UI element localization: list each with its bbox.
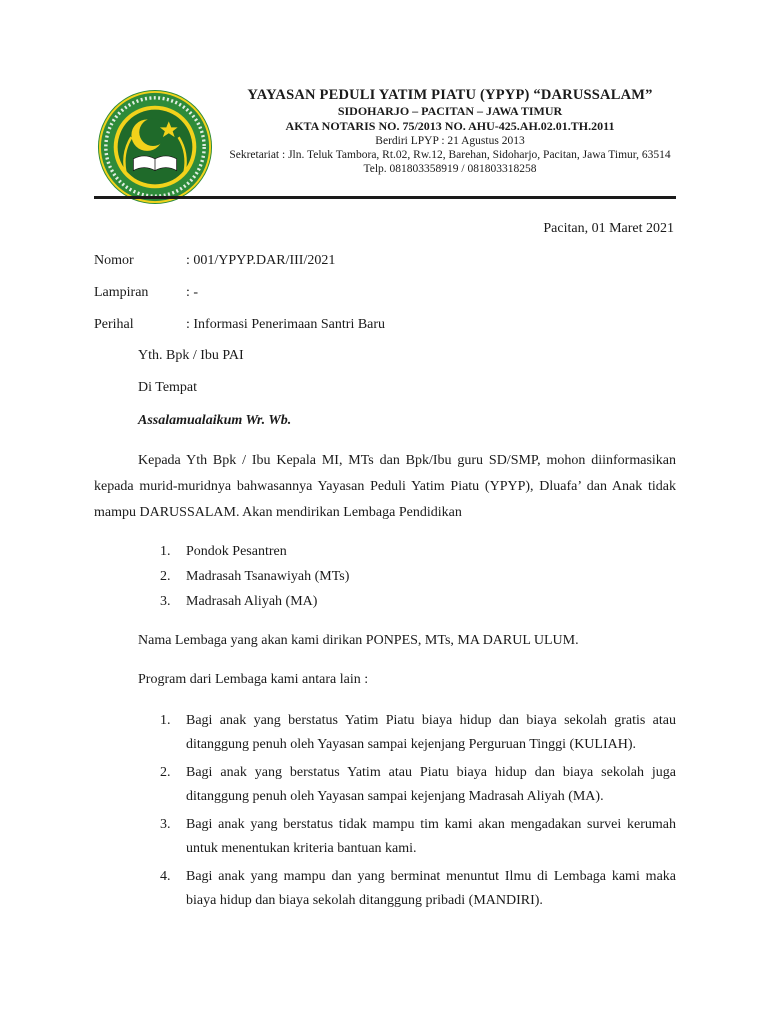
institution-name-line: Nama Lembaga yang akan kami dirikan PONPES, MTs, MA DARUL ULUM. [138,633,579,648]
list-item-text: Bagi anak yang mampu dan yang berminat menuntut Ilmu di Lembaga kami maka biaya hidup dan biaya sekolah ditanggung pribadi (MANDIRI). [186,869,676,908]
org-founded: Berdiri LPYP : 21 Agustus 2013 [375,135,525,147]
list-item-label: Madrasah Tsanawiyah (MTs) [186,569,350,584]
lampiran-label: Lampiran [94,285,149,300]
recipient: Yth. Bpk / Ibu PAI [138,348,244,363]
list-item-label: Madrasah Aliyah (MA) [186,594,318,609]
program-intro: Program dari Lembaga kami antara lain : [138,672,369,687]
org-secretariat: Sekretariat : Jln. Teluk Tambora, Rt.02, Rw.12, Barehan, Sidoharjo, Pacitan, Jawa Timur, 63514 [229,149,671,161]
list-item [94,813,676,861]
perihal-row [94,317,385,333]
nomor-row [94,253,335,269]
lampiran-row [94,285,198,301]
list-item [94,543,676,568]
list-item-number: 2. [160,569,171,584]
list-item-text: Bagi anak yang berstatus Yatim atau Piatu biaya hidup dan biaya sekolah juga ditanggung penuh oleh Yayasan sampai kejenjang Madrasah Aliyah (MA). [186,765,676,804]
perihal-value: : Informasi Penerimaan Santri Baru [186,317,386,332]
intro-text: Kepada Yth Bpk / Ibu Kepala MI, MTs dan Bpk/Ibu guru SD/SMP, mohon diinformasikan kepada murid-muridnya bahwasannya Yayasan Peduli Yatim Piatu (YPYP), Dluafa’ dan Anak tidak mampu DARUSSALAM. Akan mendirikan Lembaga Pendidikan [94,453,676,520]
list-item-label: Pondok Pesantren [186,544,287,559]
list-item-number: 1. [160,544,171,559]
letter-date: Pacitan, 01 Maret 2021 [543,221,674,236]
nomor-value: : 001/YPYP.DAR/III/2021 [186,253,336,268]
recipient-place: Di Tempat [138,380,198,395]
list-item-text: Bagi anak yang berstatus tidak mampu tim kami akan mengadakan survei kerumah untuk menentukan kriteria bantuan kami. [186,817,676,856]
letterhead-divider [94,196,676,199]
list-item [94,761,676,809]
org-notary: AKTA NOTARIS NO. 75/2013 NO. AHU-425.AH.02.01.TH.2011 [285,119,615,133]
foundation-logo [96,88,214,206]
org-region: SIDOHARJO – PACITAN – JAWA TIMUR [337,104,563,118]
list-item [94,593,676,618]
org-name: YAYASAN PEDULI YATIM PIATU (YPYP) “DARUSSALAM” [247,87,653,103]
list-item-number: 2. [160,765,171,780]
letterhead [222,86,678,176]
perihal-label: Perihal [94,317,134,332]
list-item [94,568,676,593]
lampiran-value: : - [186,285,199,300]
nomor-label: Nomor [94,253,134,268]
list-item [94,865,676,913]
list-item-number: 3. [160,594,171,609]
list-item-number: 3. [160,817,171,832]
greeting: Assalamualaikum Wr. Wb. [138,413,292,428]
list-item-number: 4. [160,869,171,884]
program-list [94,709,676,913]
institution-list [94,543,676,618]
list-item-number: 1. [160,713,171,728]
intro-paragraph [94,448,676,526]
list-item-text: Bagi anak yang berstatus Yatim Piatu biaya hidup dan biaya sekolah gratis atau ditanggung penuh oleh Yayasan sampai kejenjang Perguruan Tinggi (KULIAH). [186,713,676,752]
list-item [94,709,676,757]
org-phone: Telp. 081803358919 / 081803318258 [363,163,537,175]
